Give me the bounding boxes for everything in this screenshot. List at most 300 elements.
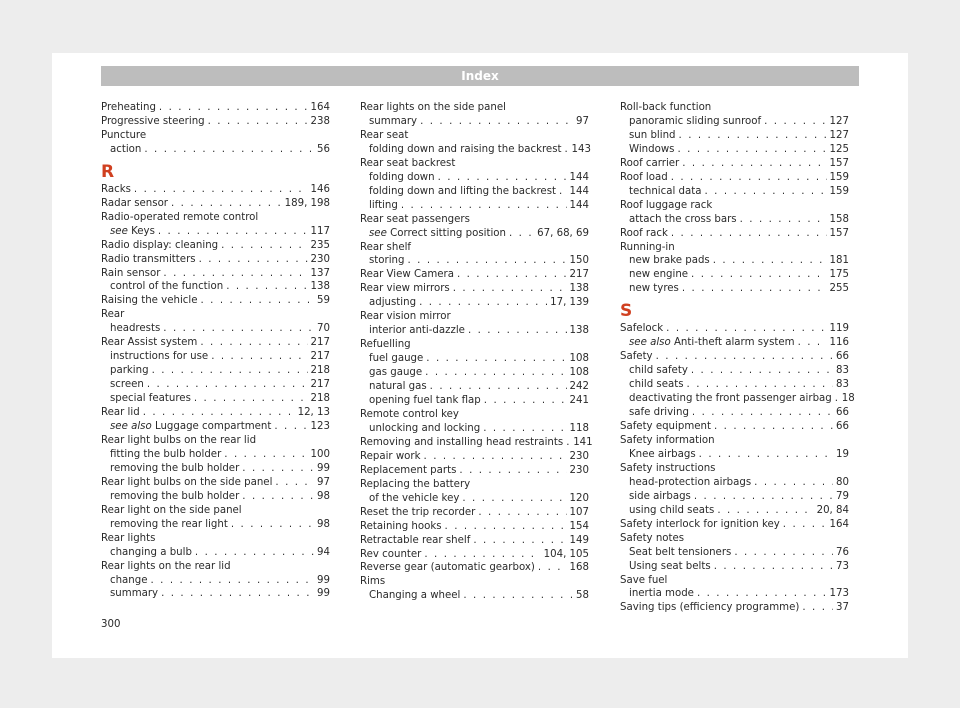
entry-term [369, 115, 417, 129]
entry-text: Radio display: cleaning [101, 239, 219, 251]
index-entry [360, 241, 589, 255]
dot-leader [226, 280, 307, 294]
entry-text: Luggage compartment [154, 421, 272, 433]
entry-term [629, 282, 679, 296]
entry-text: Radio-operated remote control [101, 211, 259, 223]
index-subentry [620, 129, 849, 143]
dot-leader [677, 143, 826, 157]
entry-text: Rear vision mirror [360, 311, 451, 323]
dot-leader [425, 366, 566, 380]
entry-text: Rev counter [360, 548, 422, 560]
page-reference: 189, 198 [284, 197, 330, 209]
entry-text: sun blind [629, 129, 676, 141]
entry-term [110, 490, 239, 504]
page-reference: 230 [569, 450, 589, 462]
index-subentry [620, 185, 849, 199]
index-entry [101, 532, 330, 546]
entry-term [101, 267, 160, 281]
page-reference: 83 [836, 365, 849, 377]
entry-text: Anti-theft alarm system [673, 337, 795, 349]
page-reference: 241 [569, 395, 589, 407]
page-reference: 73 [836, 560, 849, 572]
entry-text: child safety [629, 365, 688, 377]
dot-leader [764, 115, 826, 129]
index-subentry [101, 322, 330, 336]
index-entry [360, 464, 589, 478]
entry-text: Rain sensor [101, 267, 161, 279]
dot-leader [462, 492, 566, 506]
entry-term [629, 254, 710, 268]
entry-term [110, 587, 158, 601]
dot-leader [566, 436, 570, 450]
index-entry [101, 115, 330, 129]
entry-term [369, 366, 422, 380]
entry-term [629, 587, 694, 601]
entry-text: attach the cross bars [629, 213, 737, 225]
entry-text: removing the bulb holder [110, 490, 240, 502]
page-reference: 154 [569, 520, 589, 532]
entry-term [629, 364, 688, 378]
entry-term [110, 143, 141, 157]
page-reference: 175 [829, 269, 849, 281]
page-reference: 138 [310, 281, 330, 293]
dot-leader [538, 561, 567, 575]
entry-text: of the vehicle key [369, 492, 460, 504]
entry-text: Puncture [101, 129, 147, 141]
entry-term [110, 574, 148, 588]
page-reference: 150 [569, 255, 589, 267]
entry-term [369, 492, 459, 506]
index-entry [101, 267, 330, 281]
index-entry [101, 476, 330, 490]
dot-leader [714, 420, 833, 434]
entry-text: change [110, 574, 148, 586]
entry-text: Safety instructions [620, 462, 716, 474]
index-entry [620, 434, 849, 448]
entry-term [360, 520, 442, 534]
entry-text: Roof rack [620, 227, 668, 239]
dot-leader [242, 490, 314, 504]
index-entry [101, 406, 330, 420]
page-reference: 104, 105 [543, 548, 589, 560]
entry-term [620, 171, 668, 185]
entry-term [629, 213, 737, 227]
page-reference: 144 [569, 199, 589, 211]
index-entry [620, 199, 849, 213]
dot-leader [430, 380, 567, 394]
entry-text: Reverse gear (automatic gearbox) [360, 562, 535, 574]
index-entry [620, 227, 849, 241]
entry-term [629, 476, 751, 490]
dot-leader [802, 601, 833, 615]
index-entry [620, 322, 849, 336]
entry-term [360, 450, 421, 464]
entry-text: new tyres [629, 283, 679, 295]
index-subentry [620, 392, 855, 406]
index-entry [620, 157, 849, 171]
entry-term [629, 268, 688, 282]
entry-text: changing a bulb [110, 546, 192, 558]
entry-term [110, 462, 239, 476]
entry-text: Rear lid [101, 407, 140, 419]
dot-leader [199, 253, 308, 267]
entry-text: Removing and installing head restraints [360, 436, 564, 448]
index-entry [620, 350, 849, 364]
entry-term [110, 280, 223, 294]
entry-text: new engine [629, 269, 689, 281]
dot-leader [224, 448, 307, 462]
index-subentry [101, 587, 330, 601]
index-subentry [101, 574, 330, 588]
page-reference: 157 [829, 227, 849, 239]
index-subentry [101, 350, 330, 364]
entry-term [360, 464, 456, 478]
entry-text: Retaining hooks [360, 520, 442, 532]
entry-term [101, 253, 196, 267]
section-letter: R [101, 161, 115, 182]
entry-text: fitting the bulb holder [110, 448, 222, 460]
index-subentry [360, 254, 589, 268]
index-column-2 [360, 101, 593, 603]
entry-text: folding down and raising the backrest [369, 143, 562, 155]
see-reference: see also [110, 421, 152, 433]
entry-term [620, 200, 712, 211]
entry-term [110, 518, 228, 532]
page-reference: 94 [317, 546, 330, 558]
page-reference: 99 [317, 462, 330, 474]
entry-text: Safety [620, 351, 653, 363]
entry-term [369, 589, 460, 603]
dot-leader [835, 392, 839, 406]
index-entry [101, 434, 330, 448]
entry-text: Rear [101, 309, 125, 321]
index-entry [360, 548, 589, 562]
dot-leader [682, 282, 827, 296]
entry-term [360, 479, 470, 490]
entry-text: opening fuel tank flap [369, 395, 481, 407]
index-subentry [101, 280, 330, 294]
entry-term [620, 102, 711, 113]
dot-leader [208, 115, 308, 129]
index-subentry [101, 225, 330, 239]
page-reference: 97 [576, 115, 589, 127]
entry-term [629, 546, 731, 560]
index-subentry [101, 364, 330, 378]
entry-term [369, 199, 398, 213]
index-entry [101, 336, 330, 350]
entry-text: Safety notes [620, 532, 685, 544]
entry-term [110, 378, 144, 392]
entry-term [101, 212, 258, 223]
entry-text: Safety equipment [620, 421, 711, 433]
page-reference: 138 [569, 283, 589, 295]
entry-term [629, 392, 832, 406]
dot-leader [509, 227, 534, 241]
dot-leader [194, 392, 308, 406]
page-reference: 230 [569, 464, 589, 476]
page-reference: 12, 13 [297, 407, 330, 419]
entry-term [360, 268, 454, 282]
index-subentry [360, 352, 589, 366]
index-entry [360, 157, 589, 171]
index-entry [101, 101, 330, 115]
index-entry [101, 239, 330, 253]
dot-leader [666, 322, 826, 336]
page-reference: 138 [569, 325, 589, 337]
entry-text: Roof carrier [620, 157, 680, 169]
page-reference: 99 [317, 588, 330, 600]
index-subentry [360, 143, 589, 157]
entry-term [629, 115, 761, 129]
index-column-3 [620, 101, 855, 615]
dot-leader [195, 546, 314, 560]
entry-term [360, 311, 451, 322]
dot-leader [231, 518, 314, 532]
index-entry [360, 478, 589, 492]
entry-term [101, 309, 124, 320]
index-entry [101, 504, 330, 518]
entry-text: Rear light bulbs on the side panel [101, 476, 273, 488]
index-entry [620, 171, 849, 185]
entry-text: child seats [629, 379, 684, 391]
page-reference: 108 [569, 367, 589, 379]
entry-term [101, 561, 231, 572]
index-subentry [101, 420, 330, 434]
page-reference: 18 [841, 393, 855, 405]
page-reference: 238 [310, 115, 330, 127]
entry-text: Safelock [620, 323, 664, 335]
index-subentry [620, 490, 849, 504]
index-entry [360, 534, 589, 548]
dot-leader [275, 476, 314, 490]
index-subentry [101, 378, 330, 392]
dot-leader [699, 448, 833, 462]
page-reference: 159 [829, 171, 849, 183]
page-reference: 217 [569, 269, 589, 281]
entry-text: Rear shelf [360, 241, 412, 253]
entry-term [369, 380, 427, 394]
entry-term [369, 324, 465, 338]
entry-text: Rear lights on the side panel [360, 102, 506, 113]
dot-leader [559, 185, 567, 199]
index-subentry [620, 282, 849, 296]
dot-leader [143, 406, 295, 420]
entry-text: Correct sitting position [390, 227, 506, 239]
index-subentry [360, 589, 589, 603]
index-entry [360, 282, 589, 296]
index-subentry [360, 199, 589, 213]
index-entry [360, 450, 589, 464]
entry-text: Rear Assist system [101, 337, 198, 349]
dot-leader [484, 394, 567, 408]
entry-text: deactivating the front passenger airbag [629, 393, 832, 405]
page-reference: 230 [310, 253, 330, 265]
entry-text: Safety interlock for ignition key [620, 518, 780, 530]
index-entry [101, 183, 330, 197]
page-reference: 164 [829, 518, 849, 530]
entry-term [110, 322, 160, 336]
entry-term [360, 158, 455, 169]
entry-term [620, 420, 711, 434]
page-reference: 76 [836, 546, 849, 558]
dot-leader [691, 364, 833, 378]
index-subentry [101, 448, 330, 462]
page-reference: 173 [829, 588, 849, 600]
page-reference: 107 [569, 506, 589, 518]
see-reference: see [369, 227, 387, 239]
entry-text: Progressive steering [101, 115, 205, 127]
page-reference: 118 [569, 422, 589, 434]
dot-leader [144, 143, 314, 157]
entry-text: Rear light on the side panel [101, 504, 242, 516]
dot-leader [694, 490, 833, 504]
index-entry [101, 560, 330, 574]
entry-term [369, 171, 435, 185]
index-subentry [101, 490, 330, 504]
index-subentry [620, 504, 849, 518]
page-reference: 119 [829, 323, 849, 335]
index-subentry [101, 392, 330, 406]
dot-leader [754, 476, 833, 490]
entry-term [101, 435, 256, 446]
index-entry [360, 436, 593, 450]
index-entry [360, 213, 589, 227]
entry-term [360, 576, 385, 587]
entry-text: natural gas [369, 381, 427, 393]
entry-text: side airbags [629, 490, 691, 502]
entry-text: head-protection airbags [629, 476, 752, 488]
entry-term [620, 601, 799, 615]
entry-text: screen [110, 379, 144, 391]
index-subentry [620, 143, 849, 157]
dot-leader [798, 336, 827, 350]
entry-term [369, 254, 404, 268]
dot-leader [682, 157, 826, 171]
entry-term [620, 157, 679, 171]
entry-text: Rear lights on the rear lid [101, 560, 231, 572]
entry-term [110, 546, 192, 560]
entry-text: technical data [629, 185, 702, 197]
entry-term [620, 518, 780, 532]
page-reference: 66 [836, 407, 849, 419]
entry-text: Rims [360, 576, 386, 588]
entry-term [369, 296, 416, 310]
entry-term [101, 336, 197, 350]
entry-term [110, 448, 221, 462]
entry-term [360, 282, 450, 296]
page-reference: 242 [569, 381, 589, 393]
entry-text: new brake pads [629, 255, 710, 267]
entry-term [360, 339, 411, 350]
index-subentry [620, 268, 849, 282]
index-subentry [101, 143, 330, 157]
entry-term [629, 336, 795, 350]
entry-text: lifting [369, 199, 398, 211]
index-entry [620, 518, 849, 532]
entry-text: Replacement parts [360, 464, 457, 476]
dot-leader [401, 199, 567, 213]
index-entry [360, 561, 589, 575]
entry-text: Replacing the battery [360, 478, 471, 490]
entry-text: headrests [110, 323, 161, 335]
index-entry [360, 408, 589, 422]
index-subentry [620, 115, 849, 129]
index-subentry [360, 492, 589, 506]
entry-term [620, 322, 663, 336]
entry-text: control of the function [110, 281, 224, 293]
entry-term [101, 197, 168, 211]
dot-leader [158, 225, 308, 239]
entry-term [101, 130, 146, 141]
entry-text: adjusting [369, 297, 417, 309]
index-subentry [101, 462, 330, 476]
page-number: 300 [101, 619, 121, 630]
page-reference: 120 [569, 492, 589, 504]
index-subentry [360, 324, 589, 338]
dot-leader [151, 574, 315, 588]
page-reference: 218 [310, 393, 330, 405]
dot-leader [473, 534, 566, 548]
index-entry [620, 241, 849, 255]
page-reference: 127 [829, 115, 849, 127]
entry-term [629, 185, 701, 199]
dot-leader [717, 504, 813, 518]
dot-leader [407, 254, 566, 268]
dot-leader [163, 322, 314, 336]
index-entry [620, 462, 849, 476]
entry-term [629, 378, 684, 392]
entry-text: using child seats [629, 504, 715, 516]
dot-leader [420, 115, 573, 129]
dot-leader [419, 296, 547, 310]
see-reference: see also [629, 337, 671, 349]
entry-text: Reset the trip recorder [360, 506, 476, 518]
dot-leader [478, 506, 566, 520]
entry-term [629, 448, 696, 462]
entry-text: summary [369, 115, 418, 127]
entry-term [360, 130, 408, 141]
dot-leader [211, 350, 307, 364]
entry-term [369, 185, 556, 199]
dot-leader [687, 378, 833, 392]
entry-text: gas gauge [369, 367, 423, 379]
dot-leader [692, 406, 833, 420]
page-reference: 144 [569, 185, 589, 197]
dot-leader [713, 254, 827, 268]
dot-leader [679, 129, 827, 143]
page-reference: 117 [310, 225, 330, 237]
dot-leader [221, 239, 307, 253]
entry-term [110, 225, 155, 239]
entry-text: Keys [131, 225, 155, 237]
entry-text: removing the rear light [110, 518, 228, 530]
entry-term [101, 183, 131, 197]
dot-leader [704, 185, 826, 199]
page-reference: 17, 139 [550, 297, 589, 309]
dot-leader [200, 294, 314, 308]
page-reference: 79 [836, 490, 849, 502]
section-letter: S [620, 301, 633, 322]
index-entry [360, 310, 589, 324]
dot-leader [152, 364, 308, 378]
page-reference: 235 [310, 239, 330, 251]
page-reference: 217 [310, 351, 330, 363]
entry-text: removing the bulb holder [110, 462, 240, 474]
entry-term [369, 394, 481, 408]
entry-term [360, 214, 470, 225]
entry-text: Roof luggage rack [620, 199, 713, 211]
entry-text: Rear seat [360, 129, 409, 141]
